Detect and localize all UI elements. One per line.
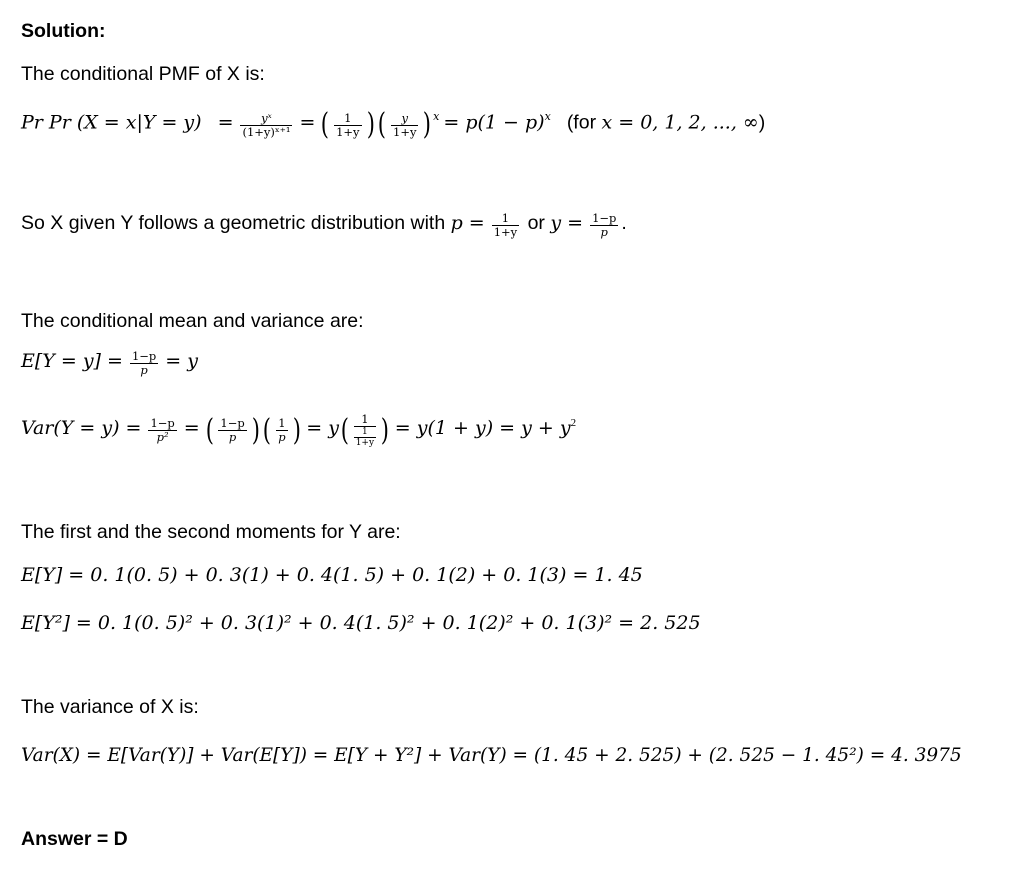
mean-frac xyxy=(130,350,158,377)
variance-frac-4-num: 1 xyxy=(354,413,376,427)
mean-equation xyxy=(21,350,198,377)
geometric-y-den: p xyxy=(600,225,608,239)
variance-frac-2-num: 1−p xyxy=(220,416,245,430)
variance-eq: = xyxy=(183,417,200,440)
variance-rhs-power: 2 xyxy=(570,416,577,429)
variance-frac-1-den: p² xyxy=(156,430,169,444)
variance-nested-den: 1+y xyxy=(355,438,375,448)
geometric-p-eq: p = xyxy=(450,212,485,235)
geometric-p-den: 1+y xyxy=(493,225,518,239)
variance-frac-1 xyxy=(148,417,176,444)
variance-frac-2 xyxy=(218,417,246,444)
second-moment-equation: E[Y²] = 0. 1(0. 5)² + 0. 3(1)² + 0. 4(1. 5)² + 0. 1(2)² + 0. 1(3)² = 2. 525 xyxy=(21,612,701,634)
variance-x-intro: The variance of X is: xyxy=(21,696,199,718)
pmf-frac-2-num: 1 xyxy=(334,112,361,126)
pmf-lhs: Pr Pr (X = x|Y = y) xyxy=(21,111,202,134)
pmf-eq-2: = xyxy=(299,111,316,134)
geometric-p-frac xyxy=(492,212,519,239)
variance-frac-3 xyxy=(276,417,287,444)
geometric-or: or xyxy=(522,212,551,235)
variance-eq-y: = y xyxy=(306,417,339,440)
pmf-intro: The conditional PMF of X is: xyxy=(21,63,265,85)
mean-intro: The conditional mean and variance are: xyxy=(21,310,364,332)
pmf-note-open: (for xyxy=(566,111,602,134)
geometric-text: So X given Y follows a geometric distribution with xyxy=(21,212,451,235)
variance-frac-1-num: 1−p xyxy=(150,416,175,430)
variance-nested-frac xyxy=(354,427,376,448)
mean-frac-den: p xyxy=(140,363,148,377)
geometric-y-num: 1−p xyxy=(592,211,617,225)
geometric-line xyxy=(21,212,627,239)
first-moment-equation: E[Y] = 0. 1(0. 5) + 0. 3(1) + 0. 4(1. 5) + 0. 1(2) + 0. 1(3) = 1. 45 xyxy=(21,564,643,586)
variance-frac-4 xyxy=(354,413,376,448)
variance-frac-4-den xyxy=(354,427,376,448)
variance-frac-2-den: p xyxy=(228,430,237,444)
pmf-frac-3-num: y xyxy=(391,112,418,126)
variance-frac-3-den: p xyxy=(278,430,286,444)
pmf-frac-2 xyxy=(334,112,361,139)
mean-lhs: E[Y = y] = xyxy=(21,350,123,373)
pmf-rhs: = p(1 − p) xyxy=(443,111,545,134)
solution-heading: Solution: xyxy=(21,20,106,42)
pmf-frac-3 xyxy=(391,112,418,139)
pmf-note-close: ) xyxy=(758,111,766,134)
variance-lhs: Var(Y = y) = xyxy=(21,417,142,440)
pmf-eq: = xyxy=(217,111,234,134)
geometric-y-frac xyxy=(590,212,618,239)
mean-frac-num: 1−p xyxy=(131,349,157,363)
variance-frac-3-num: 1 xyxy=(276,417,287,431)
pmf-note-math: x = 0, 1, 2, ..., ∞ xyxy=(601,111,759,134)
pmf-frac-1-num: yˣ xyxy=(240,112,292,126)
variance-x-equation: Var(X) = E[Var(Y)] + Var(E[Y]) = E[Y + Y²] + Var(Y) = (1. 45 + 2. 525) + (2. 525 − 1. 45²) = 4. 3975 xyxy=(21,745,962,766)
pmf-frac-3-den: 1+y xyxy=(393,124,417,139)
pmf-equation: Pr Pr (X = x|Y = y) = $\frac{\text{yˣ}}{\text{(1+y)ˣ⁺¹}}$ = ( $\frac{1}{1+y}$ ) ( $\frac{y}{1+y}$ ) $^x = p(1 - p)^x$ (for x = 0, 1, 2, ..., ∞) xyxy=(21,107,766,142)
pmf-power-x: x xyxy=(433,110,440,124)
pmf-rhs-power: x xyxy=(544,110,551,124)
mean-rhs: = y xyxy=(165,350,198,373)
pmf-frac-2-den: 1+y xyxy=(336,124,360,139)
variance-rhs: = y(1 + y) = y + y xyxy=(394,417,571,440)
geometric-y-eq: y = xyxy=(550,212,584,235)
variance-nested-num: 1 xyxy=(354,427,376,438)
geometric-period: . xyxy=(621,212,627,235)
moments-intro: The first and the second moments for Y are: xyxy=(21,521,401,543)
answer-line: Answer = D xyxy=(21,828,128,850)
variance-equation: Var(Y = y) = $\frac{1-p}{\text{p²}}$ = ( $\frac{1-p}{p}$ ) ( $\frac{1}{p}$ ) = y( $\frac{1}{\frac{1}{1+y}}$ ) = $y(1 + y) = y + y^2$ xyxy=(21,412,577,448)
pmf-frac-1 xyxy=(240,112,292,139)
geometric-p-num: 1 xyxy=(492,212,519,226)
pmf-frac-1-den: (1+y)ˣ⁺¹ xyxy=(242,124,291,139)
